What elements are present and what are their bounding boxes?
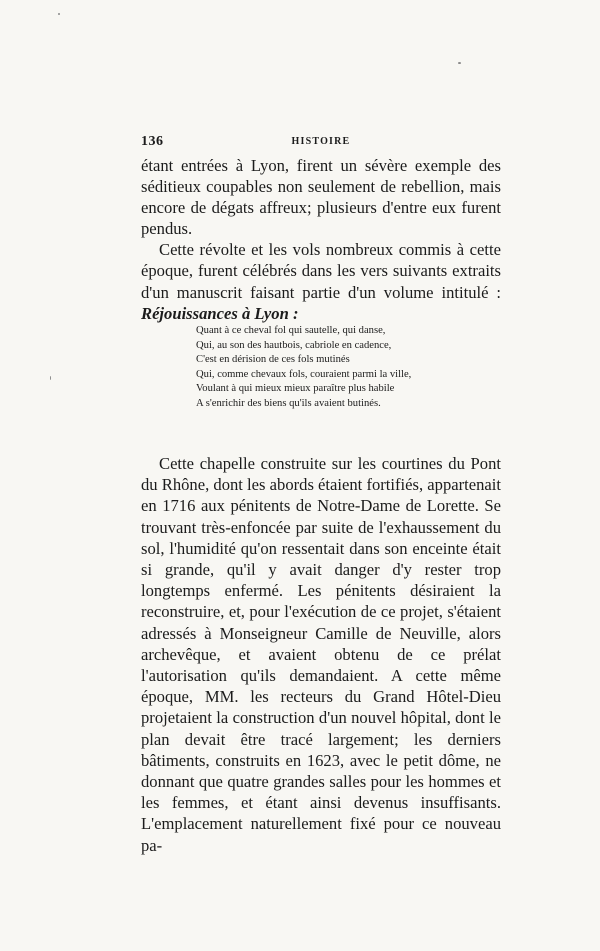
paper-speck <box>458 62 461 64</box>
chapel-text <box>141 453 501 856</box>
paragraph-continuation: étant entrées à Lyon, firent un sévère exemple des séditieux coupables non seulement de rebellion, mais encore de dégats affreux; plusieurs d'entre eux furent pendus. <box>141 156 501 239</box>
poem-line: Qui, au son des hautbois, cabriole en cadence, <box>196 339 392 351</box>
opening-text <box>141 155 501 324</box>
page-number: 136 <box>141 134 164 149</box>
paragraph-revolt <box>141 239 501 323</box>
poem-quotation <box>196 324 476 412</box>
poem-line: A s'enrichir des biens qu'ils avaient butinés. <box>196 397 381 409</box>
poem-line: C'est en dérision de ces fols mutinés <box>196 354 350 366</box>
poem-line: Voulant à qui mieux mieux paraître plus habile <box>196 383 395 395</box>
manuscript-title: Réjouissances à Lyon : <box>141 303 299 323</box>
paper-speck <box>58 13 60 15</box>
running-title: HISTOIRE <box>291 136 351 147</box>
paper-speck <box>50 376 51 380</box>
poem-line: Quant à ce cheval fol qui sautelle, qui danse, <box>196 325 386 336</box>
page-header <box>141 134 501 152</box>
paragraph-revolt-text: Cette révolte et les vols nombreux commis à cette époque, furent célébrés dans les vers suivants extraits d'un manuscrit faisant partie d'un volume intitulé : <box>141 240 501 302</box>
paragraph-chapel: Cette chapelle construite sur les courtines du Pont du Rhône, dont les abords étaient fortifiés, appartenait en 1716 aux pénitents de Notre-Dame de Lorette. Se trouvant très-enfoncée par suite de l'exhaussement du sol, l'humidité qu'on ressentait dans son enceinte était si grande, qu'il y avait danger d'y rester trop longtemps enfermé. Les pénitents désiraient la reconstruire, et, pour l'exécution de ce projet, s'étaient adressés à Monseigneur Camille de Neuville, alors archevêque, et avaient obtenu de ce prélat l'autorisation qu'ils demandaient. A cette même époque, MM. les recteurs du Grand Hôtel-Dieu projetaient la construction d'un nouvel hôpital, dont le plan devait être tracé largement; les derniers bâtiments, construits en 1623, avec le petit dôme, ne donnant que quatre grandes salles pour les hommes et les femmes, et étant ainsi devenus insuffisants. L'emplacement naturellement fixé pour ce nouveau pa- <box>141 454 501 855</box>
poem-line: Qui, comme chevaux fols, couraient parmi la ville, <box>196 368 412 380</box>
